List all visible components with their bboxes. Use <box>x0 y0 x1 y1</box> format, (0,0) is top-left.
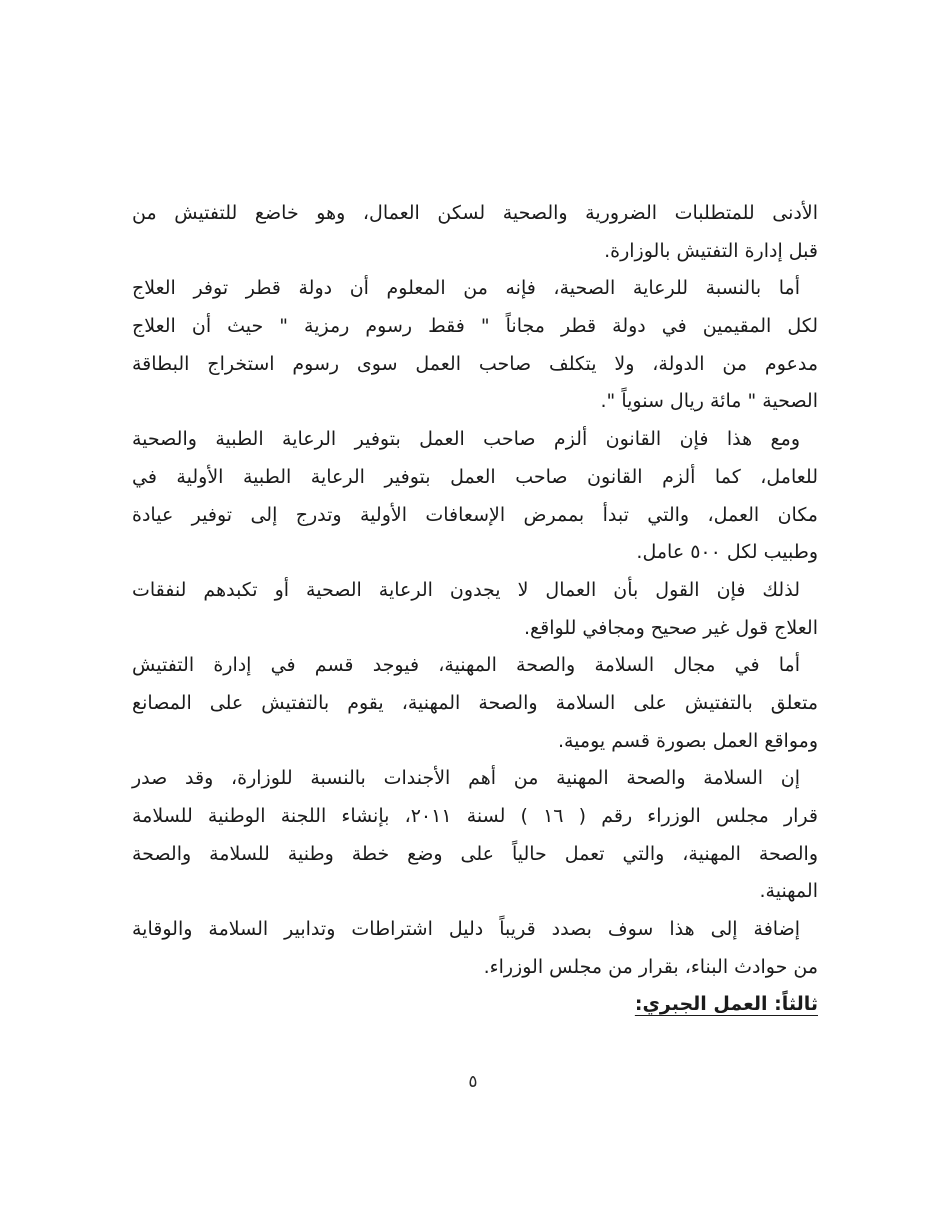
text-line: متعلق بالتفتيش على السلامة والصحة المهنية، يقوم بالتفتيش على المصانع <box>132 691 818 714</box>
text-line: لكل المقيمين في دولة قطر مجاناً " فقط رسوم رمزية " حيث أن العلاج <box>132 315 818 338</box>
text-line: ومواقع العمل بصورة قسم يومية. <box>557 729 818 752</box>
section-heading-forced-labor: ثالثاً: العمل الجبري: <box>634 993 818 1016</box>
text-line: من حوادث البناء، بقرار من مجلس الوزراء. <box>483 955 818 978</box>
text-line: لذلك فإن القول بأن العمال لا يجدون الرعاية الصحية أو تكبدهم لنفقات <box>132 578 800 601</box>
page-number: ٥ <box>468 1072 478 1092</box>
body-text <box>132 195 818 1024</box>
text-line: قرار مجلس الوزراء رقم ( ١٦ ) لسنة ٢٠١١، بإنشاء اللجنة الوطنية للسلامة <box>132 805 818 827</box>
text-line: والصحة المهنية، والتي تعمل حالياً على وضع خطة وطنية للسلامة والصحة <box>132 842 818 865</box>
text-line: أما في مجال السلامة والصحة المهنية، فيوجد قسم في إدارة التفتيش <box>132 654 800 677</box>
text-line: إضافة إلى هذا سوف بصدد قريباً دليل اشتراطات وتدابير السلامة والوقاية <box>132 918 800 941</box>
text-line: إن السلامة والصحة المهنية من أهم الأجندات بالنسبة للوزارة، وقد صدر <box>132 767 800 790</box>
text-line: وطبيب لكل ٥٠٠ عامل. <box>636 541 818 564</box>
text-line: مدعوم من الدولة، ولا يتكلف صاحب العمل سوى رسوم استخراج البطاقة <box>132 352 818 375</box>
text-line: المهنية. <box>759 880 818 903</box>
text-line: ومع هذا فإن القانون ألزم صاحب العمل بتوفير الرعاية الطبية والصحية <box>132 428 800 451</box>
text-line: العلاج قول غير صحيح ومجافي للواقع. <box>523 616 818 639</box>
text-line: مكان العمل، والتي تبدأ بممرض الإسعافات الأولية وتدرج إلى توفير عيادة <box>132 503 818 526</box>
text-line: قبل إدارة التفتيش بالوزارة. <box>604 239 818 262</box>
text-line: للعامل، كما ألزم القانون صاحب العمل بتوفير الرعاية الطبية الأولية في <box>132 465 818 488</box>
text-line: الصحية " مائة ريال سنوياً ". <box>600 390 818 413</box>
text-line: الأدنى للمتطلبات الضرورية والصحية لسكن العمال، وهو خاضع للتفتيش من <box>132 202 818 224</box>
text-line: أما بالنسبة للرعاية الصحية، فإنه من المعلوم أن دولة قطر توفر العلاج <box>132 277 800 300</box>
